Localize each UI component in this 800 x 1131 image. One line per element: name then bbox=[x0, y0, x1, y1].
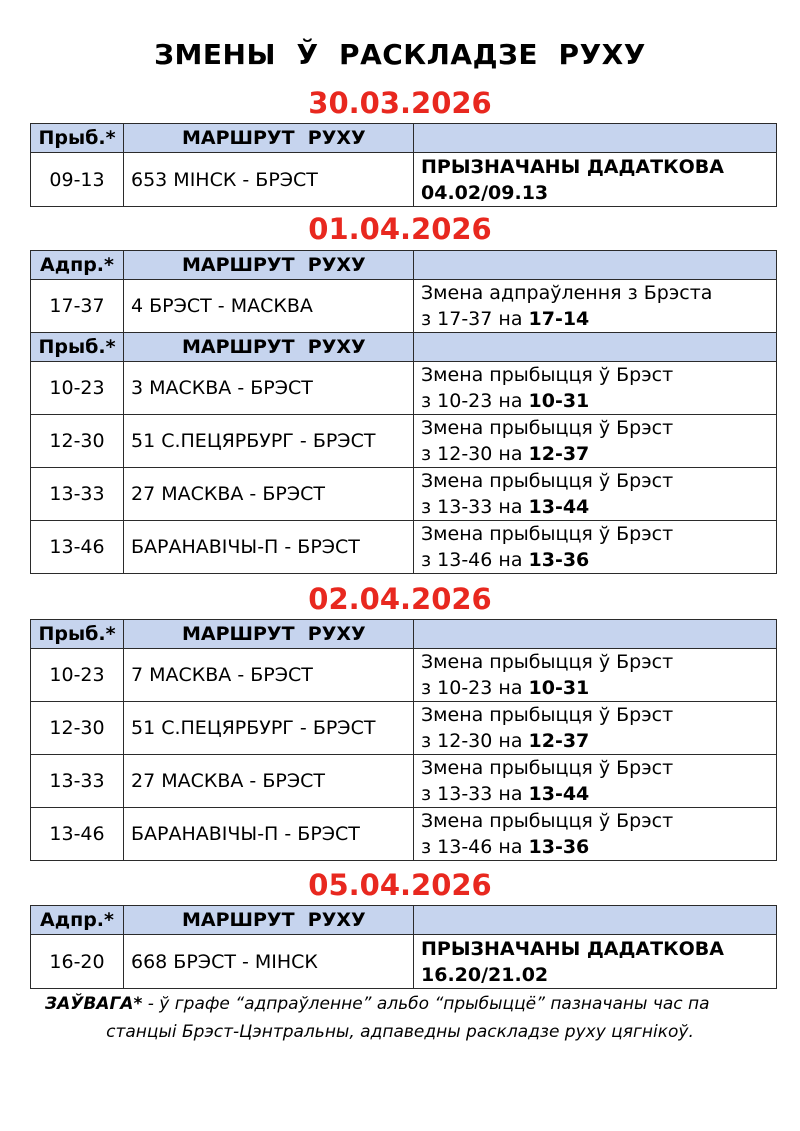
arrival-column-header: Прыб.* bbox=[31, 333, 124, 362]
note-column-header bbox=[414, 124, 777, 153]
departure-column-header: Адпр.* bbox=[31, 906, 124, 935]
table-row bbox=[31, 935, 777, 989]
table-row bbox=[31, 153, 777, 207]
table-header-row bbox=[31, 333, 777, 362]
note-line-1: Змена прыбыцця ў Брэст bbox=[421, 757, 674, 779]
note-line-1: Змена прыбыцця ў Брэст bbox=[421, 470, 674, 492]
table-header-row bbox=[31, 251, 777, 280]
new-time: 10-31 bbox=[528, 677, 590, 699]
new-time: 13-44 bbox=[528, 496, 590, 518]
time-cell: 12-30 bbox=[31, 702, 124, 755]
page-title: ЗМЕНЫ Ў РАСКЛАДЗЕ РУХУ bbox=[154, 38, 646, 71]
note-line-2: 04.02/09.13 bbox=[421, 181, 549, 204]
route-column-header: МАРШРУТ РУХУ bbox=[124, 906, 414, 935]
table-row bbox=[31, 468, 777, 521]
date-heading: 30.03.2026 bbox=[308, 86, 492, 120]
new-time: 17-14 bbox=[528, 308, 590, 330]
time-cell: 09-13 bbox=[31, 153, 124, 207]
table-row bbox=[31, 702, 777, 755]
note-line-1: Змена адпраўлення з Брэста bbox=[421, 282, 713, 304]
route-column-header: МАРШРУТ РУХУ bbox=[124, 251, 414, 280]
new-time: 13-36 bbox=[528, 549, 590, 571]
route-cell: БАРАНАВІЧЫ-П - БРЭСТ bbox=[124, 521, 414, 574]
note-line-2: з 13-33 на bbox=[421, 496, 529, 518]
table-header-row bbox=[31, 906, 777, 935]
route-cell: 7 МАСКВА - БРЭСТ bbox=[124, 649, 414, 702]
note-cell bbox=[414, 935, 777, 989]
table-row bbox=[31, 755, 777, 808]
route-cell: 27 МАСКВА - БРЭСТ bbox=[124, 755, 414, 808]
note-line-1: Змена прыбыцця ў Брэст bbox=[421, 523, 674, 545]
note-line-1: Змена прыбыцця ў Брэст bbox=[421, 364, 674, 386]
note-cell bbox=[414, 649, 777, 702]
note-column-header bbox=[414, 906, 777, 935]
new-time: 10-31 bbox=[528, 390, 590, 412]
note-column-header bbox=[414, 251, 777, 280]
note-cell bbox=[414, 280, 777, 333]
note-line-1: Змена прыбыцця ў Брэст bbox=[421, 704, 674, 726]
note-cell bbox=[414, 468, 777, 521]
route-cell: 3 МАСКВА - БРЭСТ bbox=[124, 362, 414, 415]
note-line-2: з 13-46 на bbox=[421, 836, 529, 858]
route-cell: 27 МАСКВА - БРЭСТ bbox=[124, 468, 414, 521]
time-cell: 16-20 bbox=[31, 935, 124, 989]
route-cell: 653 МІНСК - БРЭСТ bbox=[124, 153, 414, 207]
footnote-lead: ЗАЎВАГА* bbox=[45, 994, 143, 1014]
time-cell: 13-33 bbox=[31, 755, 124, 808]
footnote-line-2: станцыі Брэст-Цэнтральны, адпаведны раскладзе руху цягнікоў. bbox=[106, 1022, 694, 1042]
note-cell bbox=[414, 153, 777, 207]
note-line-1: ПРЫЗНАЧАНЫ ДАДАТКОВА bbox=[421, 937, 724, 960]
new-time: 13-44 bbox=[528, 783, 590, 805]
route-cell: 4 БРЭСТ - МАСКВА bbox=[124, 280, 414, 333]
table-row bbox=[31, 280, 777, 333]
note-column-header bbox=[414, 333, 777, 362]
note-line-2: з 12-30 на bbox=[421, 730, 529, 752]
time-cell: 13-33 bbox=[31, 468, 124, 521]
schedule-table bbox=[30, 123, 777, 207]
note-line-2: з 10-23 на bbox=[421, 677, 529, 699]
note-line-2: з 13-33 на bbox=[421, 783, 529, 805]
departure-column-header: Адпр.* bbox=[31, 251, 124, 280]
route-cell: 51 С.ПЕЦЯРБУРГ - БРЭСТ bbox=[124, 415, 414, 468]
note-line-2: з 10-23 на bbox=[421, 390, 529, 412]
footnote bbox=[45, 990, 755, 1046]
note-cell bbox=[414, 415, 777, 468]
route-column-header: МАРШРУТ РУХУ bbox=[124, 620, 414, 649]
route-cell: БАРАНАВІЧЫ-П - БРЭСТ bbox=[124, 808, 414, 861]
note-cell bbox=[414, 755, 777, 808]
new-time: 13-36 bbox=[528, 836, 590, 858]
footnote-line-1: - ў графе “адпраўленне” альбо “прыбыццё” пазначаны час па bbox=[142, 994, 710, 1014]
arrival-column-header: Прыб.* bbox=[31, 124, 124, 153]
note-line-1: Змена прыбыцця ў Брэст bbox=[421, 417, 674, 439]
date-heading: 05.04.2026 bbox=[308, 868, 492, 902]
new-time: 12-37 bbox=[528, 443, 590, 465]
note-line-2: з 12-30 на bbox=[421, 443, 529, 465]
table-row bbox=[31, 521, 777, 574]
note-line-1: Змена прыбыцця ў Брэст bbox=[421, 810, 674, 832]
note-line-2: з 13-46 на bbox=[421, 549, 529, 571]
arrival-column-header: Прыб.* bbox=[31, 620, 124, 649]
table-row bbox=[31, 362, 777, 415]
table-row bbox=[31, 808, 777, 861]
date-heading: 01.04.2026 bbox=[308, 212, 492, 246]
time-cell: 10-23 bbox=[31, 649, 124, 702]
note-column-header bbox=[414, 620, 777, 649]
time-cell: 10-23 bbox=[31, 362, 124, 415]
note-line-1: ПРЫЗНАЧАНЫ ДАДАТКОВА bbox=[421, 155, 724, 178]
route-column-header: МАРШРУТ РУХУ bbox=[124, 124, 414, 153]
time-cell: 13-46 bbox=[31, 521, 124, 574]
time-cell: 12-30 bbox=[31, 415, 124, 468]
route-column-header: МАРШРУТ РУХУ bbox=[124, 333, 414, 362]
note-cell bbox=[414, 362, 777, 415]
date-heading: 02.04.2026 bbox=[308, 582, 492, 616]
route-cell: 668 БРЭСТ - МІНСК bbox=[124, 935, 414, 989]
route-cell: 51 С.ПЕЦЯРБУРГ - БРЭСТ bbox=[124, 702, 414, 755]
schedule-table bbox=[30, 905, 777, 989]
table-header-row bbox=[31, 620, 777, 649]
time-cell: 17-37 bbox=[31, 280, 124, 333]
note-cell bbox=[414, 808, 777, 861]
note-line-2: 16.20/21.02 bbox=[421, 963, 549, 986]
note-line-1: Змена прыбыцця ў Брэст bbox=[421, 651, 674, 673]
note-line-2: з 17-37 на bbox=[421, 308, 529, 330]
table-header-row bbox=[31, 124, 777, 153]
time-cell: 13-46 bbox=[31, 808, 124, 861]
schedule-table bbox=[30, 619, 777, 861]
new-time: 12-37 bbox=[528, 730, 590, 752]
table-row bbox=[31, 649, 777, 702]
note-cell bbox=[414, 521, 777, 574]
schedule-table bbox=[30, 250, 777, 574]
table-row bbox=[31, 415, 777, 468]
note-cell bbox=[414, 702, 777, 755]
